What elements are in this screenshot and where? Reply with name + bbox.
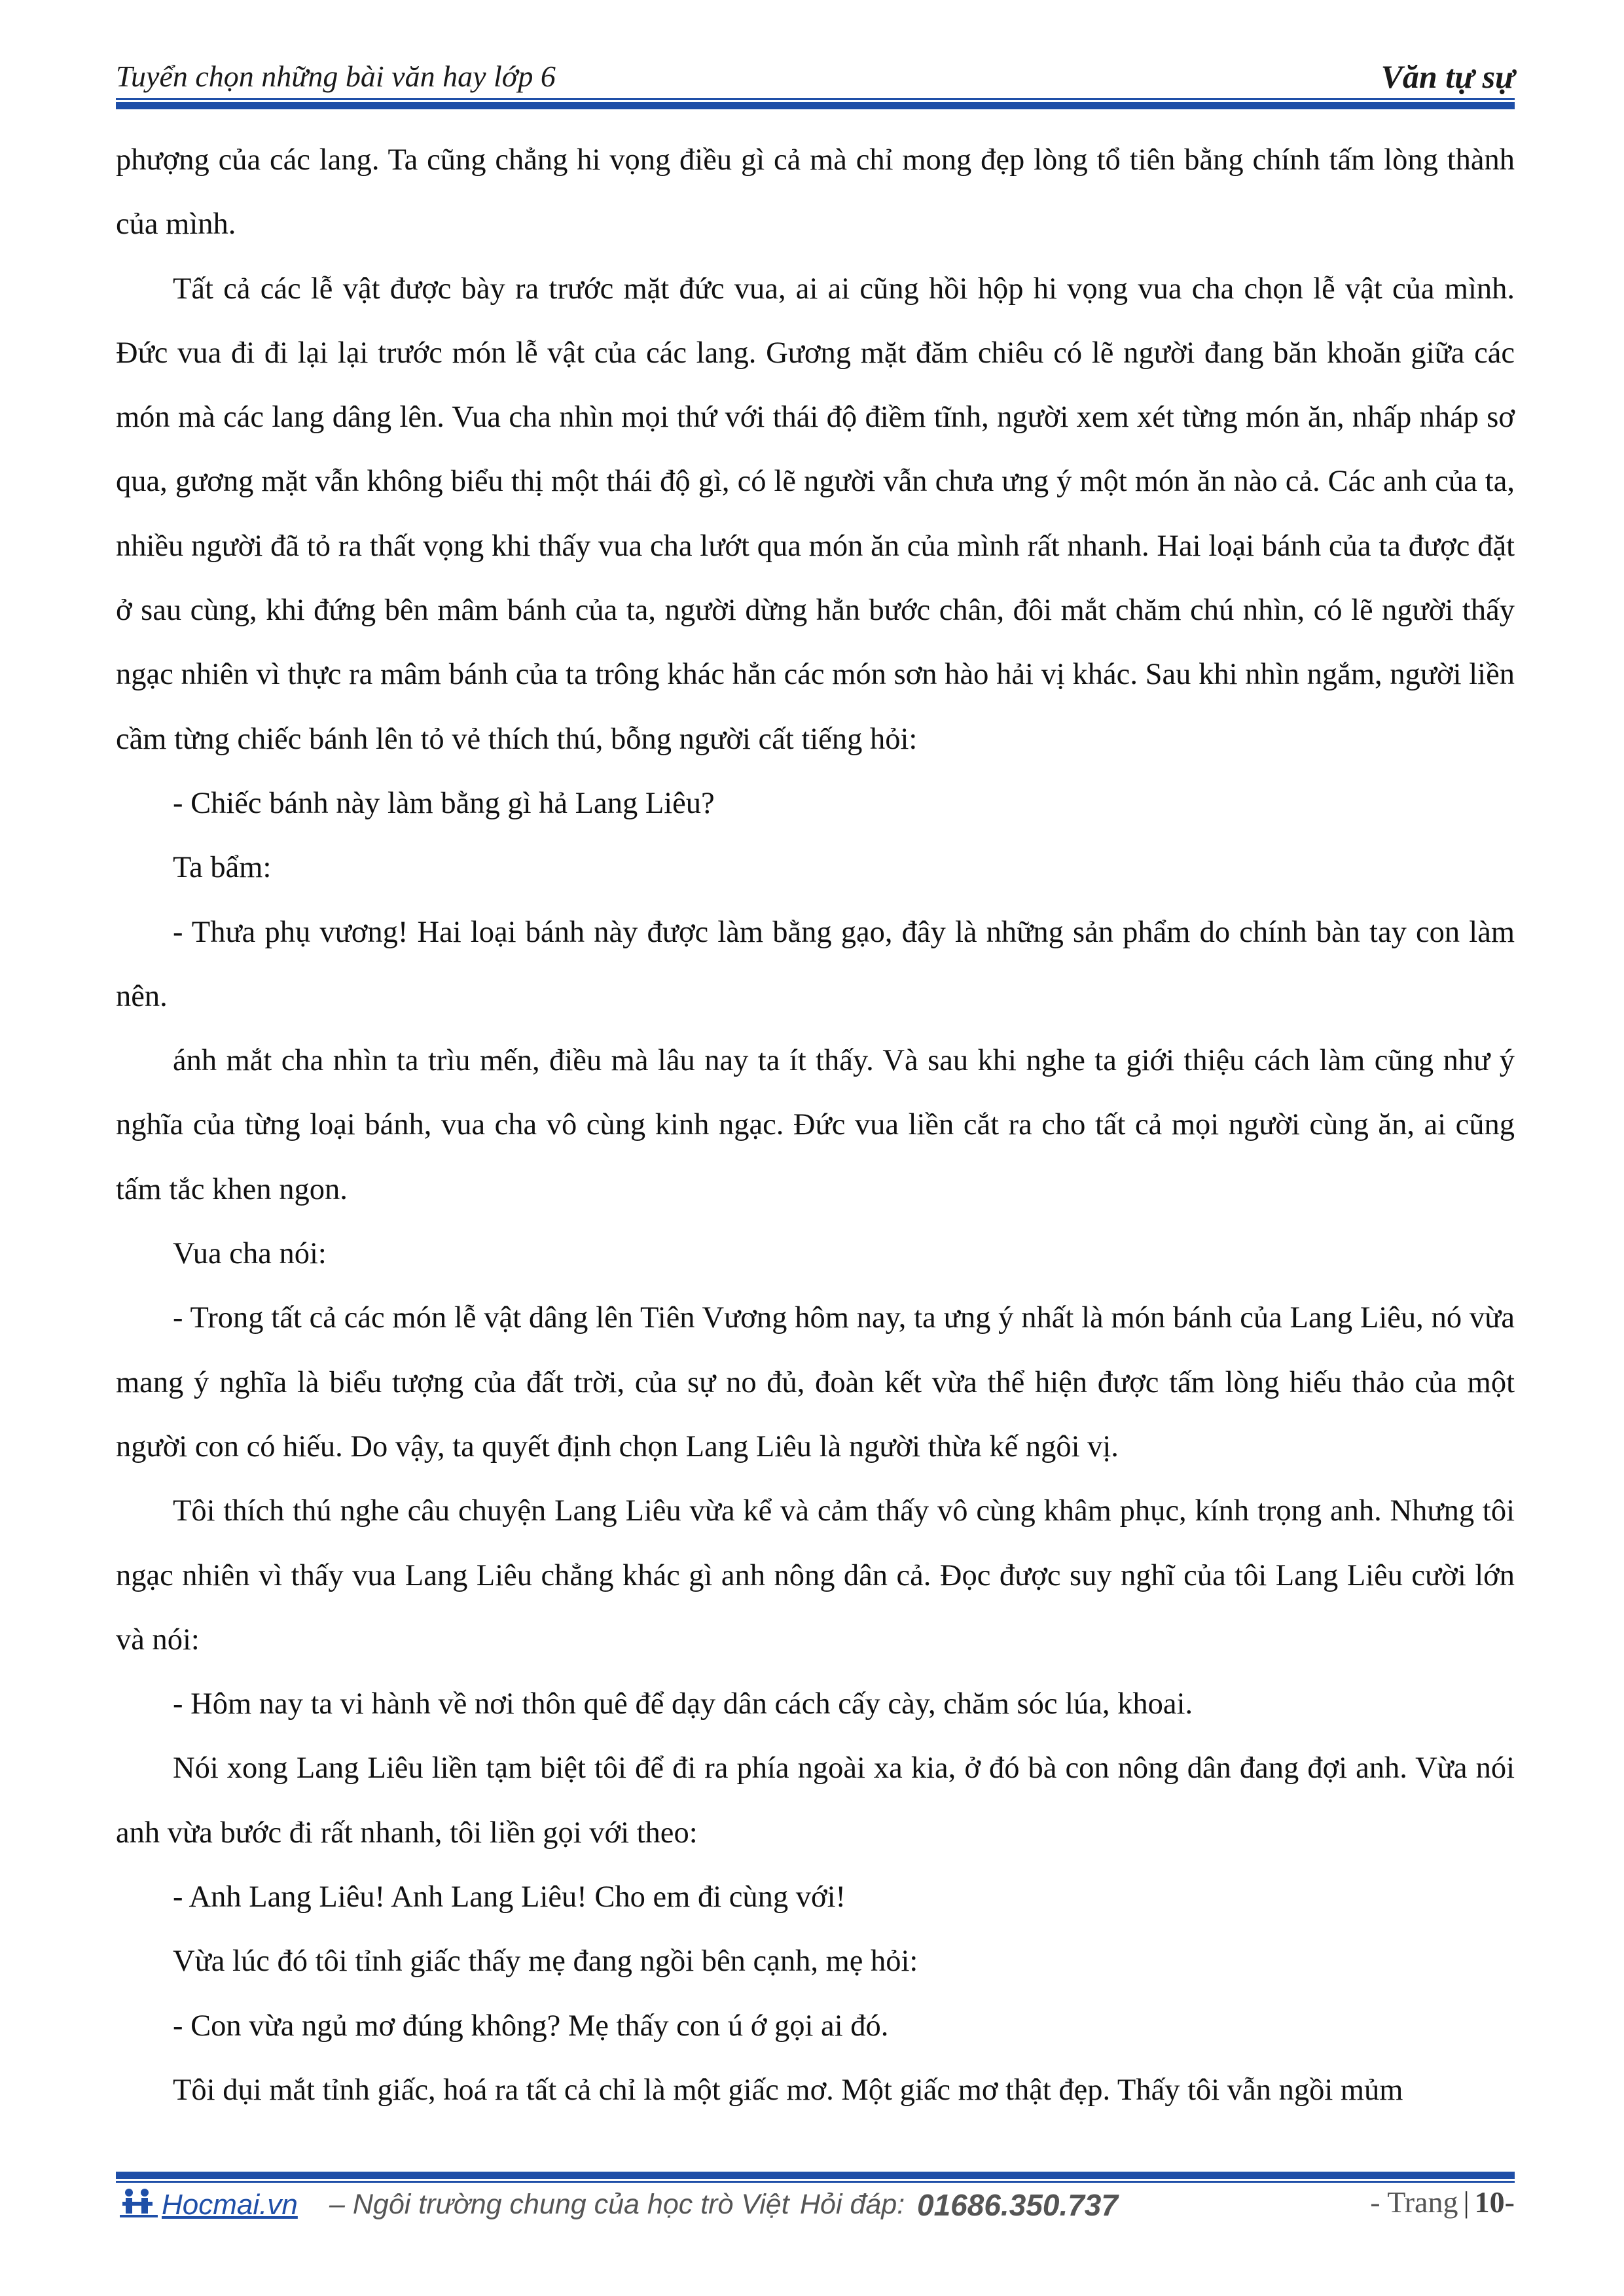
paragraph: - Chiếc bánh này làm bằng gì hả Lang Liêu? — [173, 786, 715, 820]
paragraph: Nói xong Lang Liêu liền tạm biệt tôi để đi ra phía ngoài xa kia, ở đó bà con nông dân đang đợi anh. Vừa nói anh vừa bước đi rất nhanh, tôi liền gọi với theo: — [116, 1751, 1515, 1850]
section-title: Văn tự sự — [1380, 58, 1515, 95]
page-prefix: - Trang — [1370, 2185, 1458, 2219]
page-footer — [116, 2185, 1515, 2231]
paragraph: Tôi dụi mắt tỉnh giấc, hoá ra tất cả chỉ là một giấc mơ. Một giấc mơ thật đẹp. Thấy tôi vẫn ngồi mủm — [173, 2073, 1403, 2107]
header-rule-thick — [116, 102, 1515, 109]
paragraph: Tôi thích thú nghe câu chuyện Lang Liêu vừa kể và cảm thấy vô cùng khâm phục, kính trọng anh. Nhưng tôi ngạc nhiên vì thấy vua Lang Liêu chẳng khác gì anh nông dân cả. Đọc được suy nghĩ của tôi Lang Liêu cười lớn và nói: — [116, 1494, 1515, 1657]
paragraph: - Hôm nay ta vi hành về nơi thôn quê để dạy dân cách cấy cày, chăm sóc lúa, khoai. — [173, 1687, 1193, 1721]
paragraph: - Anh Lang Liêu! Anh Lang Liêu! Cho em đi cùng với! — [173, 1880, 846, 1914]
paragraph: phượng của các lang. Ta cũng chẳng hi vọng điều gì cả mà chỉ mong đẹp lòng tổ tiên bằng chính tấm lòng thành của mình. — [116, 143, 1515, 242]
page-separator: | — [1463, 2185, 1470, 2219]
header-rule-thin — [116, 98, 1515, 100]
page-number-value: 10- — [1474, 2185, 1515, 2219]
paragraph: - Trong tất cả các món lễ vật dâng lên Tiên Vương hôm nay, ta ưng ý nhất là món bánh của Lang Liêu, nó vừa mang ý nghĩa là biểu tượng của đất trời, của sự no đủ, đoàn kết vừa thể hiện được tấm lòng hiếu thảo của một người con có hiếu. Do vậy, ta quyết định chọn Lang Liêu là người thừa kế ngôi vị. — [116, 1301, 1515, 1463]
body-text — [116, 128, 1515, 2123]
paragraph: Vừa lúc đó tôi tỉnh giấc thấy mẹ đang ngồi bên cạnh, mẹ hỏi: — [173, 1945, 918, 1979]
paragraph: - Con vừa ngủ mơ đúng không? Mẹ thấy con ú ớ gọi ai đó. — [173, 2009, 889, 2043]
footer-slogan: – Ngôi trường chung của học trò Việt — [329, 2189, 789, 2220]
site-link[interactable]: Hocmai.vn — [162, 2189, 298, 2221]
paragraph: - Thưa phụ vương! Hai loại bánh này được làm bằng gạo, đây là những sản phẩm do chính bàn tay con làm nên. — [116, 915, 1515, 1013]
document-title: Tuyển chọn những bài văn hay lớp 6 — [116, 60, 556, 93]
paragraph: Vua cha nói: — [173, 1237, 327, 1271]
hocmai-logo-icon — [120, 2187, 158, 2219]
paragraph: Ta bẩm: — [173, 851, 272, 885]
hotline-label: Hỏi đáp: — [800, 2189, 905, 2220]
paragraph: Tất cả các lễ vật được bày ra trước mặt đức vua, ai ai cũng hồi hộp hi vọng vua cha chọn lễ vật của mình. Đức vua đi đi lại lại trước món lễ vật của các lang. Gương mặt đăm chiêu có lẽ người đang băn khoăn giữa các món mà các lang dâng lên. Vua cha nhìn mọi thứ với thái độ điềm tĩnh, người xem xét từng món ăn, nhấp nháp sơ qua, gương mặt vẫn không biểu thị một thái độ gì, có lẽ người vẫn chưa ưng ý một món ăn nào cả. Các anh của ta, nhiều người đã tỏ ra thất vọng khi thấy vua cha lướt qua món ăn của mình rất nhanh. Hai loại bánh của ta được đặt ở sau cùng, khi đứng bên mâm bánh của ta, người dừng hẳn bước chân, đôi mắt chăm chú nhìn, có lẽ người thấy ngạc nhiên vì thực ra mâm bánh của ta trông khác hẳn các món sơn hào hải vị khác. Sau khi nhìn ngắm, người liền cầm từng chiếc bánh lên tỏ vẻ thích thú, bỗng người cất tiếng hỏi: — [116, 272, 1515, 756]
page-number — [1370, 2185, 1515, 2219]
page-header — [116, 54, 1515, 99]
paragraph: ánh mắt cha nhìn ta trìu mến, điều mà lâu nay ta ít thấy. Và sau khi nghe ta giới thiệu cách làm cũng như ý nghĩa của từng loại bánh, vua cha vô cùng kinh ngạc. Đức vua liền cắt ra cho tất cả mọi người cùng ăn, ai cũng tấm tắc khen ngon. — [116, 1044, 1515, 1206]
hotline-number: 01686.350.737 — [917, 2188, 1118, 2222]
footer-rule-thin — [116, 2181, 1515, 2183]
footer-rule-thick — [116, 2172, 1515, 2179]
